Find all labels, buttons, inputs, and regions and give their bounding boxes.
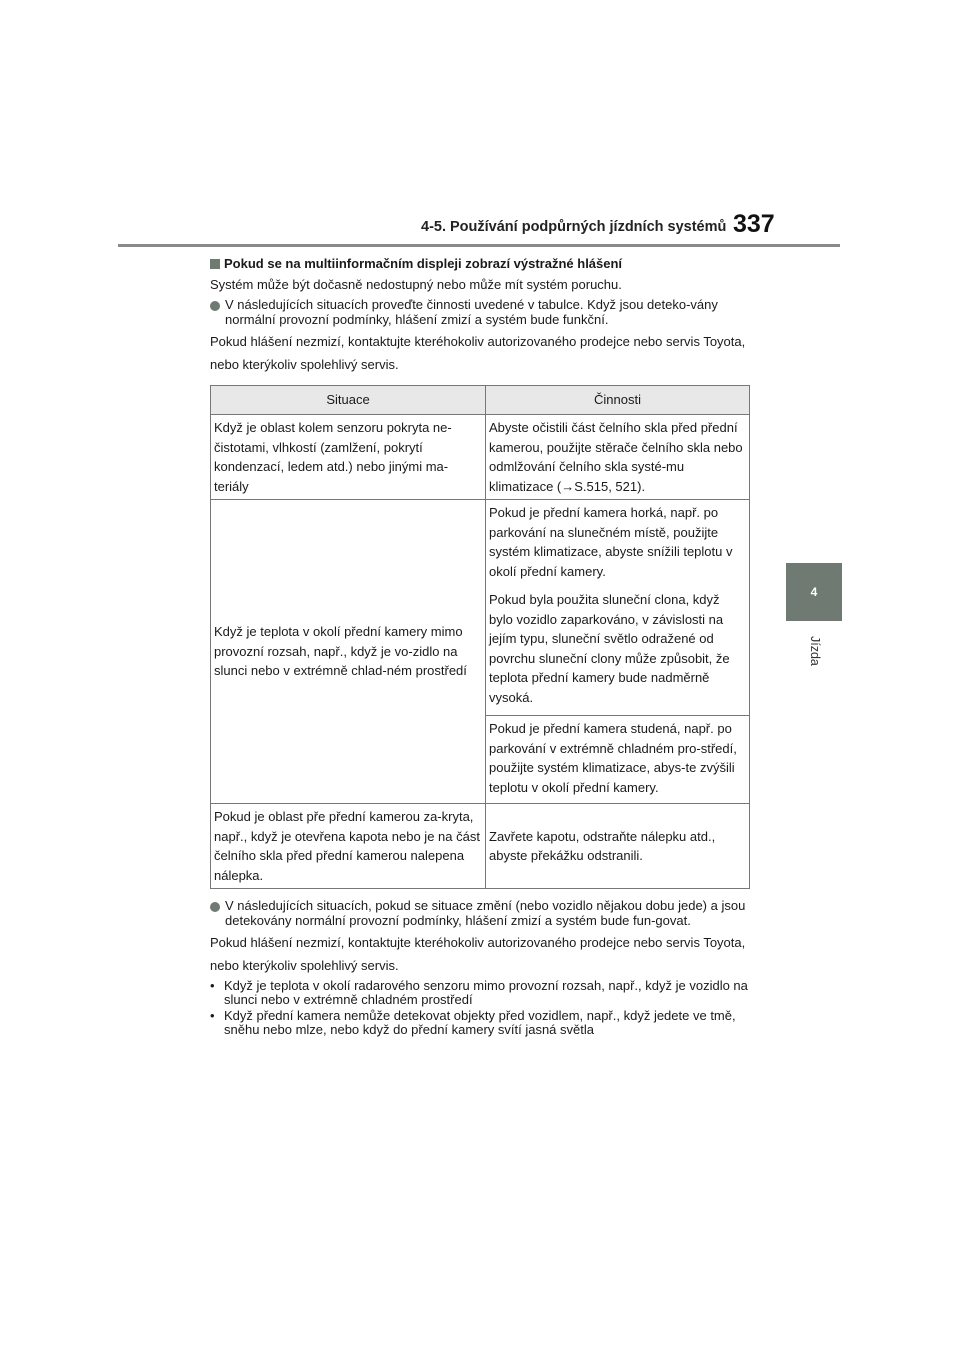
table-header-row bbox=[211, 386, 750, 415]
bullet-text: Když přední kamera nemůže detekovat objekty před vozidlem, např., když jedete ve tmě, sněhu nebo mlze, nebo když do přední kamery svítí jasná světla bbox=[224, 1008, 736, 1037]
circle-bullet-icon bbox=[210, 301, 220, 311]
header-divider bbox=[118, 244, 840, 247]
list-item bbox=[210, 1009, 750, 1036]
situation-table bbox=[210, 385, 750, 889]
list-item bbox=[210, 979, 750, 1006]
contact-text: Pokud hlášení nezmizí, kontaktujte kteréhokoliv autorizovaného prodejce nebo servis Toyota, nebo kterýkoliv spolehlivý servis. bbox=[210, 334, 746, 372]
chapter-label-text: Jízda bbox=[808, 636, 822, 666]
action-text: Pokud je přední kamera horká, např. po parkování na slunečném místě, použijte systém klimatizace, abyste snížili teplotu v okolí přední kamery. bbox=[489, 505, 733, 579]
page-number: 337 bbox=[733, 210, 775, 238]
table-row bbox=[211, 415, 750, 500]
square-bullet-icon bbox=[210, 259, 220, 269]
situation-cell: Pokud je oblast pře přední kamerou za-kryta, např., když je otevřena kapota nebo je na část čelního skla před přední kamerou nalepena nálepka. bbox=[211, 804, 486, 889]
table-row bbox=[211, 804, 750, 889]
chapter-tab: 4 bbox=[786, 563, 842, 621]
item1-text: V následujících situacích proveďte činnosti uvedené v tabulce. Když jsou deteko-vány normální provozní podmínky, hlášení zmizí a systém bude funkční. bbox=[225, 297, 718, 327]
action-cell bbox=[486, 500, 750, 804]
list-item bbox=[210, 298, 750, 327]
column-header-situation: Situace bbox=[211, 386, 486, 415]
action-cell: Abyste očistili část čelního skla před přední kamerou, použijte stěrače čelního skla nebo odmlžování čelního skla systé-mu klimatizace (→S.515, 521). bbox=[486, 415, 750, 500]
item2-text: V následujících situacích, pokud se situace změní (nebo vozidlo nějakou dobu jede) a jsou detekovány normální provozní podmínky, hlášení zmizí a systém bude fun-govat. bbox=[225, 898, 746, 928]
contact-text: Pokud hlášení nezmizí, kontaktujte kteréhokoliv autorizovaného prodejce nebo servis Toyota, nebo kterýkoliv spolehlivý servis. bbox=[210, 935, 746, 973]
dot-bullet-icon: • bbox=[210, 1008, 215, 1023]
situation-cell: Když je oblast kolem senzoru pokryta ne-čistotami, vlhkostí (zamlžení, pokrytí kondenzací, ledem atd.) nebo jinými ma-teriály bbox=[211, 415, 486, 500]
action-cell: Zavřete kapotu, odstraňte nálepku atd., abyste překážku odstranili. bbox=[486, 804, 750, 889]
intro-text: Systém může být dočasně nedostupný nebo může mít systém poruchu. bbox=[210, 276, 622, 292]
situation-cell: Když je teplota v okolí přední kamery mimo provozní rozsah, např., když je vo-zidlo na slunci nebo v extrémně chlad-ném prostředí bbox=[211, 500, 486, 804]
column-header-action: Činnosti bbox=[486, 386, 750, 415]
main-content bbox=[210, 255, 750, 1039]
list-item bbox=[210, 899, 750, 928]
dot-bullet-icon: • bbox=[210, 978, 215, 993]
action-text: Pokud byla použita sluneční clona, když bylo vozidlo zaparkováno, v závislosti na jejím typu, sluneční světlo odražené od povrchu sluneční clony může způsobit, že teplota přední kamery bude nadměrně vysoká. bbox=[489, 592, 730, 705]
action-text: Pokud je přední kamera studená, např. po parkování v extrémně chladném pro-středí, použijte systém klimatizace, abys-te zvýšili teplotu v okolí přední kamery. bbox=[486, 715, 749, 803]
bullet-text: Když je teplota v okolí radarového senzoru mimo provozní rozsah, např., když je vozidlo na slunci nebo v extrémně chladném prostředí bbox=[224, 978, 748, 1007]
heading-text: Pokud se na multiinformačním displeji zobrazí výstražné hlášení bbox=[224, 256, 623, 271]
circle-bullet-icon bbox=[210, 902, 220, 912]
chapter-label bbox=[786, 628, 842, 672]
section-title: 4-5. Používání podpůrných jízdních systémů bbox=[421, 219, 727, 235]
table-row bbox=[211, 500, 750, 804]
section-heading bbox=[210, 255, 750, 273]
